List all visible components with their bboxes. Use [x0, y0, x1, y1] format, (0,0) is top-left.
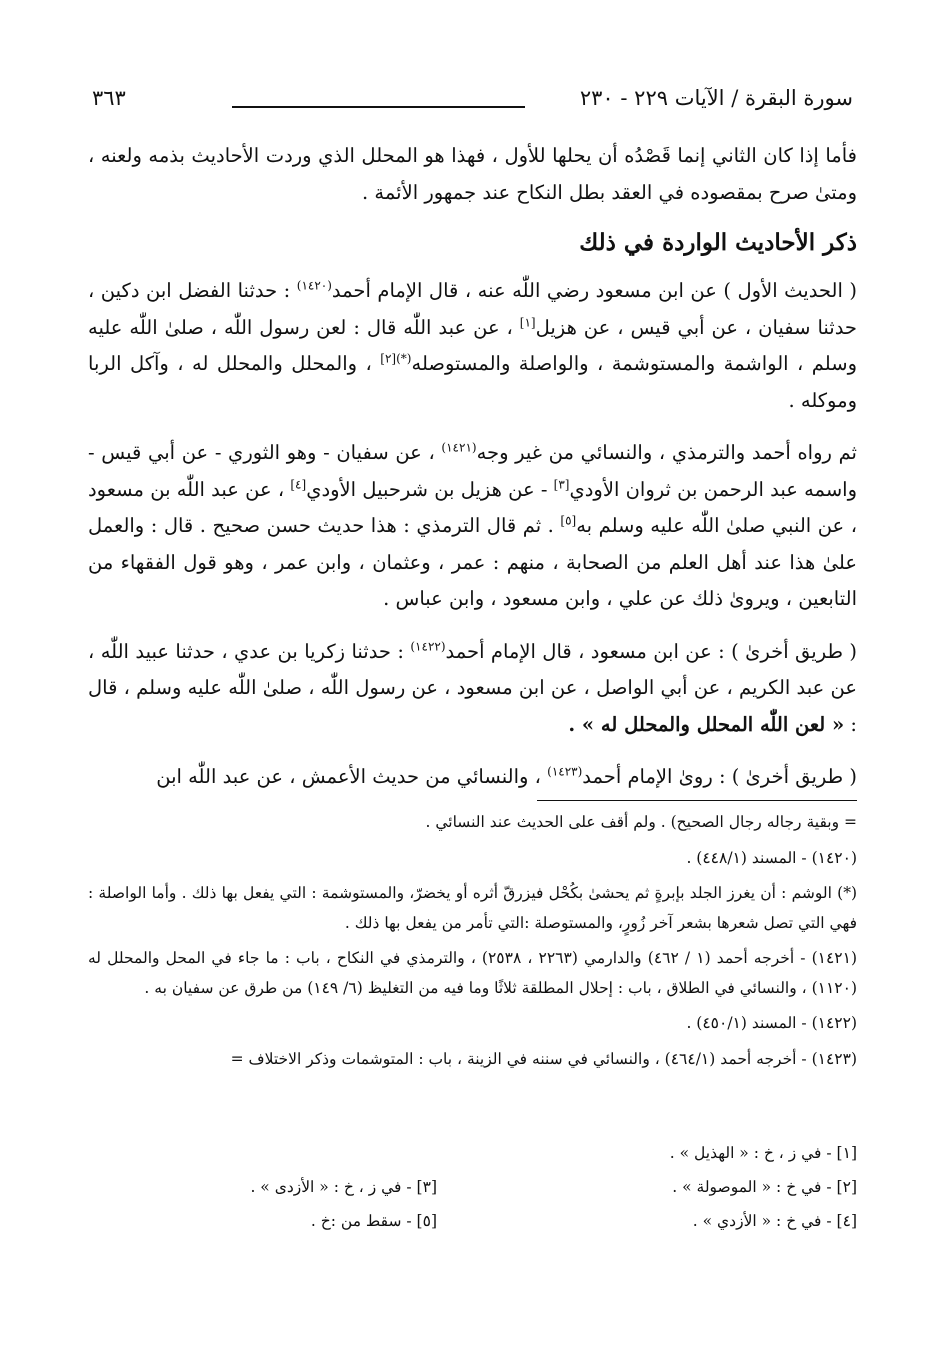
intro-paragraph: فأما إذا كان الثاني إنما قَصْدُه أن يحلها للأول ، فهذا هو المحلل الذي وردت الأحاديث بذمه ولعنه ، ومتىٰ صرح بمقصوده في العقد بطل النكاح عند جمهور الأئمة .	[88, 144, 857, 204]
route2-text-b: : حدثنا زكريا بن عدي ، حدثنا عبيد اللّٰه ، عن عبد الكريم ، عن أبي الواصل ، عن ابن مسعود ، عن رسول اللّٰه ، صلىٰ اللّٰه عليه وسلم ، قال :	[88, 639, 857, 736]
hadith-routes-paragraph	[88, 435, 857, 618]
route-two-paragraph	[88, 634, 857, 744]
routes-text-a: ثم رواه أحمد والترمذي ، والنسائي من غير وجه	[476, 441, 857, 464]
footnote-1420: (١٤٢٠) - المسند (٤٤٨/١) .	[686, 848, 857, 867]
routes-text-e: . ثم قال الترمذي : هذا حديث حسن صحيح . قال : والعمل علىٰ هذا عند أهل العلم من الصحابة ، منهم : عمر ، وعثمان ، وابن عمر ، وهو قول الفقهاء من التابعين ، ويروىٰ ذلك عن علي ، وابن مسعود ، وابن عباس .	[88, 514, 857, 610]
route2-text-a: ( طريق أخرىٰ ) : عن ابن مسعود ، قال الإمام أحمد	[445, 639, 858, 663]
footnote-star: (*) الوشم : أن يغرز الجلد بإبرةٍ ثم يحشىٰ بكُحْل فيزرقّ أثره أو يخضرّ، والمستوشمة : التي يفعل بها ذلك . وأما الواصلة : فهي التي تصل شعرها بشعر آخر زُورٍ، والمستوصلة :التي تأمر من يفعل بها ذلك .	[88, 884, 857, 932]
running-header	[92, 86, 853, 122]
footnote-separator	[537, 800, 857, 801]
variant-note-1: [١] - في ز ، خ : « الهذيل » .	[669, 1144, 857, 1162]
page-number: ٣٦٣	[92, 86, 126, 110]
footnote-1422: (١٤٢٢) - المسند (٤٥٠/١) .	[686, 1014, 857, 1032]
hadith-first-paragraph	[88, 273, 857, 419]
variant-note-4: [٤] - في خ : « الأزدي » .	[692, 1212, 857, 1230]
route2-quote: « لعن اللّٰه المحلل والمحلل له » .	[568, 712, 845, 736]
footnotes	[88, 808, 857, 1080]
main-text	[88, 138, 857, 812]
variant-note-2: [٢] - في خ : « الموصولة » .	[672, 1178, 857, 1196]
hadith1-text-a: ( الحديث الأول ) عن ابن مسعود رضي اللّٰه عنه ، قال الإمام أحمد	[331, 279, 857, 302]
route3-text-b: ، والنسائي من حديث الأعمش ، عن عبد اللّٰه ابن	[156, 765, 548, 788]
variant-row	[88, 1170, 857, 1204]
footnote-1421: (١٤٢١) - أخرجه أحمد (١ / ٤٦٢) والدارمي (٢٢٦٣ ، ٢٥٣٨) ، والترمذي في النكاح ، باب : ما جاء في المحل والمحلل له (١١٢٠) ، والنسائي في الطلاق ، باب : إحلال المطلقة ثلاثًا وما فيه من التغليظ (٦/ ١٤٩) من طرق عن سفيان به .	[88, 949, 858, 997]
variant-row	[88, 1204, 857, 1238]
variant-note-3: [٣] - في ز ، خ : « الأزدى » .	[250, 1178, 437, 1196]
variant-readings	[88, 1136, 857, 1238]
surah-title: سورة البقرة / الآيات ٢٢٩ - ٢٣٠	[579, 86, 853, 110]
section-heading: ذكر الأحاديث الواردة في ذلك	[579, 229, 857, 256]
variant-ref-5[interactable]: [٥]	[560, 513, 577, 528]
variant-ref-1[interactable]: [١]	[519, 315, 536, 329]
variant-ref-3[interactable]: [٣]	[553, 477, 570, 491]
header-rule	[232, 106, 525, 108]
footnote-ref-1421[interactable]: (١٤٢١)	[441, 440, 477, 455]
route-three-paragraph	[88, 759, 857, 796]
variant-row	[88, 1136, 857, 1170]
footnote-ref-1420[interactable]: (١٤٢٠)	[296, 278, 332, 293]
variant-note-5: [٥] - سقط من :خ .	[310, 1212, 437, 1230]
footnote-continuation: = وبقية رجاله رجال الصحيح) . ولم أقف على الحديث عند النسائي .	[425, 813, 857, 831]
variant-ref-4[interactable]: [٤]	[290, 477, 307, 491]
hadith1-text-b: : حدثنا الفضل ابن دكين ، حدثنا سفيان ، عن أبي قيس ، عن هزيل	[88, 279, 857, 339]
variant-ref-2[interactable]: [٢]	[380, 351, 397, 366]
footnote-ref-1423[interactable]: (١٤٢٣)	[547, 764, 583, 779]
hadith1-text-d: ، والمحلل والمحلل له ، وآكل الربا وموكله .	[88, 352, 857, 412]
footnote-1423: (١٤٢٣) - أخرجه أحمد (٤٦٤/١) ، والنسائي في سننه في الزينة ، باب : المتوشمات وذكر الاختلاف =	[230, 1049, 857, 1068]
hadith1-text-c: ، عن عبد اللّٰه قال : لعن رسول اللّٰه ، صلىٰ اللّٰه عليه وسلم ، الواشمة والمستوشمة ، والواصلة والمستوصله	[88, 315, 857, 375]
route3-text-a: ( طريق أخرىٰ ) : روىٰ الإمام أحمد	[582, 765, 857, 788]
footnote-ref-star[interactable]: (*)	[396, 351, 412, 366]
footnote-ref-1422[interactable]: (١٤٢٢)	[410, 639, 446, 653]
routes-text-c: - عن هزيل بن شرحبيل الأودي	[306, 477, 554, 501]
routes-text-d: ، عن عبد اللّٰه بن مسعود ، عن النبي صلىٰ اللّٰه عليه وسلم به	[88, 477, 857, 537]
routes-text-b: ، عن سفيان - وهو الثوري - عن أبي قيس - واسمه عبد الرحمن بن ثروان الأودي	[88, 441, 857, 501]
